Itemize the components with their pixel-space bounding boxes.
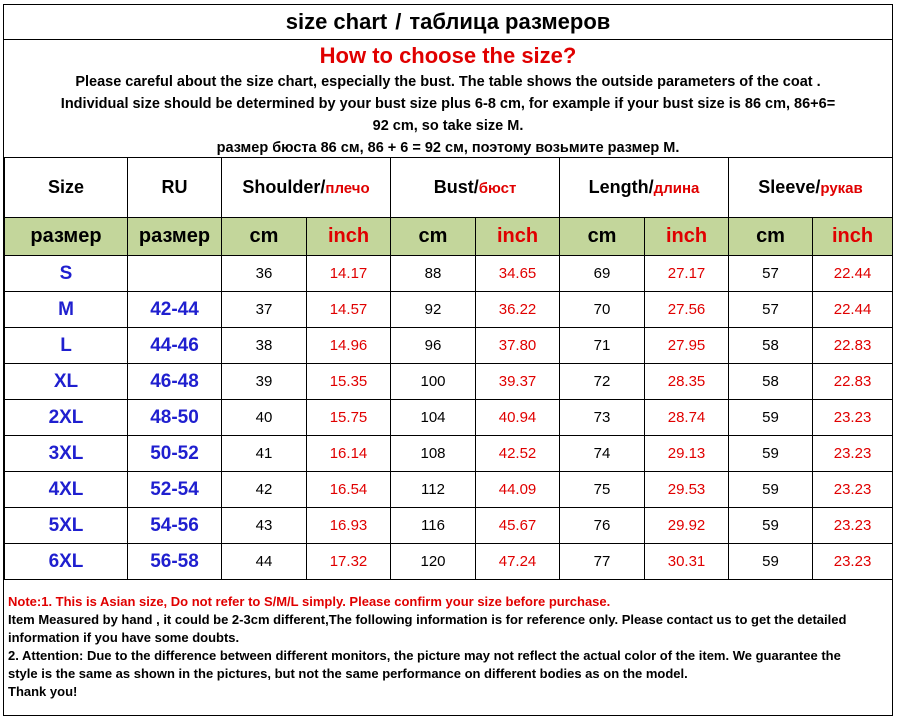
table-header-row bbox=[5, 158, 893, 218]
cell-length-cm: 70 bbox=[560, 292, 645, 328]
cell-bust-cm: 116 bbox=[391, 508, 476, 544]
cell-size: 3XL bbox=[5, 436, 128, 472]
how-to-choose-heading: How to choose the size? bbox=[319, 43, 577, 68]
cell-bust-inch: 44.09 bbox=[476, 472, 560, 508]
cell-bust-inch: 37.80 bbox=[476, 328, 560, 364]
subheader-shoulder-cm: cm bbox=[222, 218, 307, 256]
header-bust bbox=[391, 158, 560, 218]
title-separator: / bbox=[395, 9, 402, 34]
cell-bust-cm: 92 bbox=[391, 292, 476, 328]
cell-shoulder-inch: 15.75 bbox=[307, 400, 391, 436]
cell-shoulder-cm: 42 bbox=[222, 472, 307, 508]
cell-ru: 46-48 bbox=[128, 364, 222, 400]
cell-shoulder-inch: 16.54 bbox=[307, 472, 391, 508]
cell-sleeve-inch: 22.44 bbox=[813, 292, 893, 328]
cell-bust-cm: 88 bbox=[391, 256, 476, 292]
cell-length-inch: 27.17 bbox=[645, 256, 729, 292]
intro-text bbox=[4, 71, 892, 159]
cell-sleeve-inch: 22.44 bbox=[813, 256, 893, 292]
cell-shoulder-cm: 44 bbox=[222, 544, 307, 580]
cell-ru bbox=[128, 256, 222, 292]
cell-bust-inch: 36.22 bbox=[476, 292, 560, 328]
cell-length-cm: 69 bbox=[560, 256, 645, 292]
cell-shoulder-inch: 16.93 bbox=[307, 508, 391, 544]
cell-length-inch: 27.95 bbox=[645, 328, 729, 364]
subheader-bust-cm: cm bbox=[391, 218, 476, 256]
cell-ru: 54-56 bbox=[128, 508, 222, 544]
notes-section bbox=[8, 593, 888, 701]
cell-sleeve-inch: 23.23 bbox=[813, 400, 893, 436]
cell-bust-cm: 96 bbox=[391, 328, 476, 364]
cell-length-cm: 71 bbox=[560, 328, 645, 364]
cell-bust-cm: 112 bbox=[391, 472, 476, 508]
cell-size: 5XL bbox=[5, 508, 128, 544]
cell-size: 4XL bbox=[5, 472, 128, 508]
table-row bbox=[5, 292, 893, 328]
cell-bust-inch: 34.65 bbox=[476, 256, 560, 292]
header-shoulder-ru: плечо bbox=[325, 180, 370, 197]
cell-bust-inch: 39.37 bbox=[476, 364, 560, 400]
cell-sleeve-cm: 59 bbox=[729, 400, 813, 436]
header-bust-en: Bust/ bbox=[433, 177, 479, 197]
cell-sleeve-cm: 57 bbox=[729, 292, 813, 328]
cell-length-inch: 27.56 bbox=[645, 292, 729, 328]
cell-size: L bbox=[5, 328, 128, 364]
cell-bust-inch: 40.94 bbox=[476, 400, 560, 436]
cell-size: M bbox=[5, 292, 128, 328]
cell-shoulder-inch: 14.17 bbox=[307, 256, 391, 292]
table-row bbox=[5, 400, 893, 436]
cell-ru: 52-54 bbox=[128, 472, 222, 508]
cell-ru: 44-46 bbox=[128, 328, 222, 364]
cell-length-inch: 30.31 bbox=[645, 544, 729, 580]
cell-shoulder-cm: 39 bbox=[222, 364, 307, 400]
subheader-length-cm: cm bbox=[560, 218, 645, 256]
subheader-shoulder-inch: inch bbox=[307, 218, 391, 256]
table-row bbox=[5, 508, 893, 544]
cell-sleeve-cm: 59 bbox=[729, 436, 813, 472]
header-shoulder-en: Shoulder/ bbox=[242, 177, 326, 197]
header-length-en: Length/ bbox=[588, 177, 654, 197]
subheader-length-inch: inch bbox=[645, 218, 729, 256]
header-sleeve-ru: рукав bbox=[820, 180, 863, 197]
cell-bust-cm: 100 bbox=[391, 364, 476, 400]
cell-bust-cm: 108 bbox=[391, 436, 476, 472]
cell-sleeve-cm: 59 bbox=[729, 544, 813, 580]
cell-length-inch: 28.74 bbox=[645, 400, 729, 436]
cell-size: XL bbox=[5, 364, 128, 400]
cell-ru: 42-44 bbox=[128, 292, 222, 328]
size-chart-frame bbox=[3, 4, 893, 716]
cell-sleeve-inch: 23.23 bbox=[813, 472, 893, 508]
table-row bbox=[5, 256, 893, 292]
table-row bbox=[5, 472, 893, 508]
cell-sleeve-cm: 59 bbox=[729, 472, 813, 508]
header-length bbox=[560, 158, 729, 218]
header-length-ru: длина bbox=[653, 180, 700, 197]
cell-sleeve-cm: 59 bbox=[729, 508, 813, 544]
table-subheader-row bbox=[5, 218, 893, 256]
note-line-5: style is the same as shown in the pictures, but not the same performance on different bodies as on the model. bbox=[8, 666, 688, 681]
subheader-bust-inch: inch bbox=[476, 218, 560, 256]
subheader-sleeve-inch: inch bbox=[813, 218, 893, 256]
cell-size: 2XL bbox=[5, 400, 128, 436]
header-size: Size bbox=[5, 158, 128, 218]
cell-length-cm: 73 bbox=[560, 400, 645, 436]
subheader-sleeve-cm: cm bbox=[729, 218, 813, 256]
cell-bust-inch: 45.67 bbox=[476, 508, 560, 544]
cell-length-cm: 76 bbox=[560, 508, 645, 544]
cell-shoulder-cm: 37 bbox=[222, 292, 307, 328]
intro-line-2: Individual size should be determined by your bust size plus 6-8 cm, for example if your bust size is 86 cm, 86+6= bbox=[60, 96, 836, 112]
cell-shoulder-cm: 41 bbox=[222, 436, 307, 472]
cell-ru: 56-58 bbox=[128, 544, 222, 580]
cell-ru: 50-52 bbox=[128, 436, 222, 472]
cell-bust-inch: 42.52 bbox=[476, 436, 560, 472]
note-asian-size: Note:1. This is Asian size, Do not refer to S/M/L simply. Please confirm your size before purchase. bbox=[8, 594, 611, 609]
cell-sleeve-cm: 58 bbox=[729, 364, 813, 400]
cell-shoulder-inch: 14.57 bbox=[307, 292, 391, 328]
cell-bust-cm: 104 bbox=[391, 400, 476, 436]
cell-bust-inch: 47.24 bbox=[476, 544, 560, 580]
cell-length-inch: 29.92 bbox=[645, 508, 729, 544]
cell-sleeve-cm: 58 bbox=[729, 328, 813, 364]
note-line-3: information if you have some doubts. bbox=[8, 630, 240, 645]
cell-sleeve-inch: 22.83 bbox=[813, 364, 893, 400]
title-en: size chart bbox=[285, 9, 388, 34]
cell-shoulder-inch: 16.14 bbox=[307, 436, 391, 472]
header-bust-ru: бюст bbox=[478, 180, 517, 197]
cell-shoulder-inch: 17.32 bbox=[307, 544, 391, 580]
cell-length-inch: 28.35 bbox=[645, 364, 729, 400]
subheader-ru: размер bbox=[128, 218, 222, 256]
intro-line-3: 92 cm, so take size M. bbox=[372, 118, 524, 134]
cell-bust-cm: 120 bbox=[391, 544, 476, 580]
table-row bbox=[5, 364, 893, 400]
header-sleeve bbox=[729, 158, 893, 218]
note-thank-you: Thank you! bbox=[8, 684, 78, 699]
title-ru: таблица размеров bbox=[409, 9, 611, 34]
header-sleeve-en: Sleeve/ bbox=[758, 177, 821, 197]
page-title bbox=[4, 5, 892, 40]
cell-length-cm: 75 bbox=[560, 472, 645, 508]
cell-sleeve-cm: 57 bbox=[729, 256, 813, 292]
cell-shoulder-cm: 36 bbox=[222, 256, 307, 292]
cell-length-cm: 77 bbox=[560, 544, 645, 580]
intro-line-4: размер бюста 86 см, 86 + 6 = 92 см, поэтому возьмите размер М. bbox=[216, 140, 680, 156]
note-line-2: Item Measured by hand , it could be 2-3cm different,The following information is for reference only. Please contact us to get the detailed bbox=[8, 612, 847, 627]
cell-length-inch: 29.13 bbox=[645, 436, 729, 472]
cell-shoulder-inch: 15.35 bbox=[307, 364, 391, 400]
cell-shoulder-cm: 43 bbox=[222, 508, 307, 544]
table-row bbox=[5, 436, 893, 472]
table-row bbox=[5, 328, 893, 364]
note-line-4: 2. Attention: Due to the difference between different monitors, the picture may not reflect the actual color of the item. We guarantee the bbox=[8, 648, 841, 663]
cell-sleeve-inch: 23.23 bbox=[813, 436, 893, 472]
size-table bbox=[4, 157, 893, 580]
cell-size: S bbox=[5, 256, 128, 292]
cell-size: 6XL bbox=[5, 544, 128, 580]
intro-line-1: Please careful about the size chart, especially the bust. The table shows the outside parameters of the coat . bbox=[75, 74, 821, 90]
cell-length-cm: 72 bbox=[560, 364, 645, 400]
cell-shoulder-cm: 40 bbox=[222, 400, 307, 436]
cell-length-cm: 74 bbox=[560, 436, 645, 472]
cell-shoulder-cm: 38 bbox=[222, 328, 307, 364]
table-row bbox=[5, 544, 893, 580]
subheader-size: размер bbox=[5, 218, 128, 256]
cell-sleeve-inch: 23.23 bbox=[813, 544, 893, 580]
cell-sleeve-inch: 22.83 bbox=[813, 328, 893, 364]
cell-ru: 48-50 bbox=[128, 400, 222, 436]
cell-shoulder-inch: 14.96 bbox=[307, 328, 391, 364]
cell-sleeve-inch: 23.23 bbox=[813, 508, 893, 544]
cell-length-inch: 29.53 bbox=[645, 472, 729, 508]
header-ru: RU bbox=[128, 158, 222, 218]
header-shoulder bbox=[222, 158, 391, 218]
